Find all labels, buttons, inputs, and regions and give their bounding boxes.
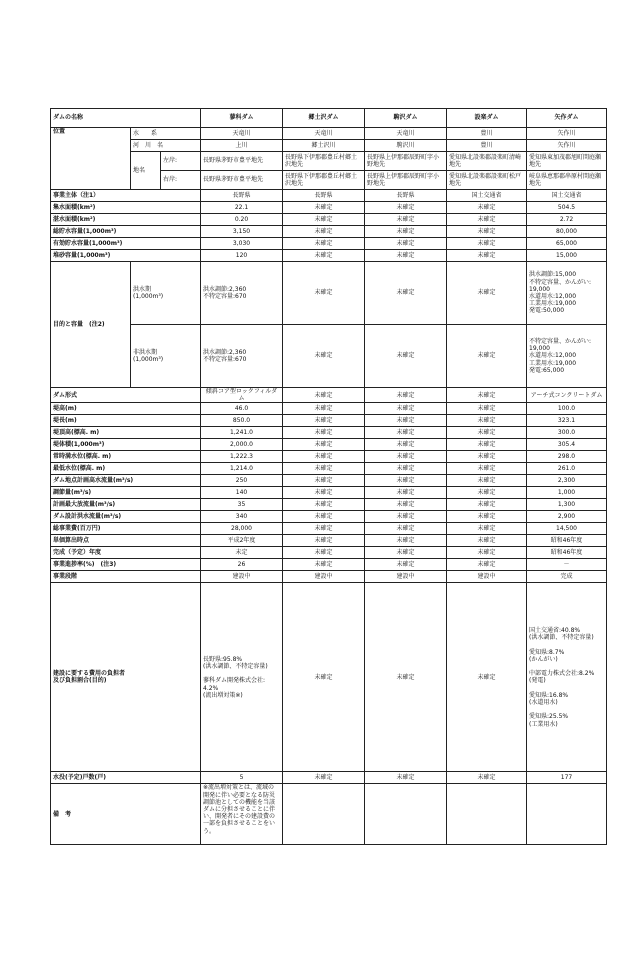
- value-cell: 未確定: [283, 547, 365, 559]
- purpose-label: 目的と容量 (注2): [51, 262, 131, 388]
- table-row: [51, 128, 607, 140]
- table-row: [51, 238, 607, 250]
- table-row: [51, 499, 607, 511]
- value-cell: 177: [527, 772, 607, 784]
- value-cell: 未確定: [365, 262, 447, 325]
- row-label: 総事業費(百万円): [51, 523, 201, 535]
- flood-period-label: 洪水期 (1,000m³): [131, 262, 201, 325]
- value-cell: 未確定: [365, 427, 447, 439]
- value-cell: 駒沢川: [365, 140, 447, 152]
- table-row: [51, 772, 607, 784]
- row-label: 最低水位(標高. m): [51, 463, 201, 475]
- value-cell: 26: [201, 559, 283, 571]
- value-cell: 愛知県東加茂郡旭町閏庭瀬地先: [527, 152, 607, 171]
- dam-name-header: 設楽ダム: [447, 109, 527, 128]
- table-row: [51, 439, 607, 451]
- row-label: 事業主体（注1）: [51, 190, 201, 202]
- value-cell: 未確定: [283, 475, 365, 487]
- row-label: 計画最大放流量(m³/s): [51, 499, 201, 511]
- value-cell: 1,000: [527, 487, 607, 499]
- remarks-cell: [365, 784, 447, 845]
- table-row: [51, 190, 607, 202]
- row-label: 堤長(m): [51, 415, 201, 427]
- value-cell: 3,030: [201, 238, 283, 250]
- table-row: [51, 547, 607, 559]
- row-label: 単価算出時点: [51, 535, 201, 547]
- value-cell: 完成: [527, 571, 607, 583]
- value-cell: 未確定: [283, 772, 365, 784]
- value-cell: 1,300: [527, 499, 607, 511]
- row-label: 調節量(m³/s): [51, 487, 201, 499]
- row-label: 事業段階: [51, 571, 201, 583]
- left-bank-label: 左岸:: [161, 152, 201, 171]
- value-cell: 建設中: [201, 571, 283, 583]
- value-cell: 未確定: [283, 523, 365, 535]
- table-row: [51, 583, 607, 772]
- river-label: 河 川 名: [131, 140, 201, 152]
- table-row: [51, 571, 607, 583]
- row-label: 総貯水容量(1,000m³): [51, 226, 201, 238]
- value-cell: 未確定: [447, 523, 527, 535]
- value-cell: 未確定: [447, 262, 527, 325]
- value-cell: 長野県下伊那郡豊丘村郷土沢地先: [283, 171, 365, 190]
- value-cell: 未確定: [447, 535, 527, 547]
- remarks-cell: ※流出増対策とは、流域の開発に伴い必要となる防災調節池としての機能を当該ダムに分担させることに伴い、開発者にその建設費の一部を負担させることをいう。: [201, 784, 283, 845]
- value-cell: 未確定: [283, 388, 365, 403]
- row-label: 堤頂高(標高. m): [51, 427, 201, 439]
- value-cell: 平成2年度: [201, 535, 283, 547]
- value-cell: 愛知県北設楽郡設楽町清崎地先: [447, 152, 527, 171]
- value-cell: 洪水調節:2,360 不特定容量:670: [201, 262, 283, 325]
- value-cell: 未確定: [447, 559, 527, 571]
- value-cell: 未確定: [283, 583, 365, 772]
- value-cell: 長野県茅野市豊平地先: [201, 152, 283, 171]
- value-cell: 未確定: [283, 511, 365, 523]
- value-cell: 80,000: [527, 226, 607, 238]
- value-cell: 建設中: [365, 571, 447, 583]
- water-system-label: 水 系: [131, 128, 201, 140]
- value-cell: 国土交通省:40.8% (洪水調節、不特定容量) 愛知県:8.7% (かんがい) 中部電力株式会社:8.2% (発電) 愛知県:16.8% (水道用水) 愛知県:25.5% (工業用水): [527, 583, 607, 772]
- value-cell: 5: [201, 772, 283, 784]
- dam-name-header: 蓼科ダム: [201, 109, 283, 128]
- value-cell: 未確定: [447, 226, 527, 238]
- table-row: [51, 250, 607, 262]
- value-cell: 昭和46年度: [527, 535, 607, 547]
- value-cell: 愛知県北設楽郡設楽町松戸地先: [447, 171, 527, 190]
- value-cell: 未確定: [365, 499, 447, 511]
- value-cell: 未確定: [283, 325, 365, 388]
- value-cell: 1,241.0: [201, 427, 283, 439]
- value-cell: 天竜川: [283, 128, 365, 140]
- table-row: [51, 535, 607, 547]
- row-label: ダム設計洪水流量(m³/s): [51, 511, 201, 523]
- value-cell: 2,900: [527, 511, 607, 523]
- value-cell: 0.20: [201, 214, 283, 226]
- value-cell: 323.1: [527, 415, 607, 427]
- value-cell: 未確定: [365, 388, 447, 403]
- dam-name-header: 駒沢ダム: [365, 109, 447, 128]
- remarks-cell: [283, 784, 365, 845]
- value-cell: 未確定: [365, 451, 447, 463]
- table-row: [51, 415, 607, 427]
- value-cell: 未確定: [447, 439, 527, 451]
- value-cell: 46.0: [201, 403, 283, 415]
- table-row: [51, 262, 607, 325]
- row-label: 湛水面積(km²): [51, 214, 201, 226]
- value-cell: 未確定: [447, 403, 527, 415]
- value-cell: 504.5: [527, 202, 607, 214]
- table-row: [51, 202, 607, 214]
- value-cell: 65,000: [527, 238, 607, 250]
- value-cell: 未確定: [283, 415, 365, 427]
- value-cell: 261.0: [527, 463, 607, 475]
- value-cell: アーチ式コンクリートダム: [527, 388, 607, 403]
- table-row: [51, 451, 607, 463]
- table-row: [51, 463, 607, 475]
- value-cell: 3,150: [201, 226, 283, 238]
- value-cell: 建設中: [447, 571, 527, 583]
- value-cell: 未確定: [365, 535, 447, 547]
- value-cell: 2.72: [527, 214, 607, 226]
- value-cell: 長野県: [365, 190, 447, 202]
- value-cell: 未確定: [365, 325, 447, 388]
- value-cell: 未確定: [283, 226, 365, 238]
- value-cell: 未確定: [365, 439, 447, 451]
- value-cell: 未確定: [365, 487, 447, 499]
- value-cell: 矢作川: [527, 140, 607, 152]
- value-cell: 洪水調節:2,360 不特定容量:670: [201, 325, 283, 388]
- value-cell: 未確定: [447, 238, 527, 250]
- table-row: [51, 403, 607, 415]
- value-cell: 未確定: [283, 202, 365, 214]
- value-cell: 洪水調節:15,000 不特定容量、かんがい: 19,000 水道用水:12,000 工業用水:19,000 発電:50,000: [527, 262, 607, 325]
- value-cell: 未確定: [447, 415, 527, 427]
- value-cell: 未確定: [283, 214, 365, 226]
- value-cell: 未確定: [447, 511, 527, 523]
- table-row: [51, 214, 607, 226]
- value-cell: 未確定: [447, 388, 527, 403]
- value-cell: 未確定: [365, 202, 447, 214]
- value-cell: 長野県: [283, 190, 365, 202]
- table-row: [51, 152, 607, 171]
- value-cell: －: [527, 559, 607, 571]
- value-cell: 未確定: [365, 559, 447, 571]
- value-cell: 未確定: [283, 427, 365, 439]
- row-label: 集水面積(km²): [51, 202, 201, 214]
- value-cell: 上川: [201, 140, 283, 152]
- value-cell: 100.0: [527, 403, 607, 415]
- value-cell: 未確定: [365, 415, 447, 427]
- remarks-cell: [447, 784, 527, 845]
- row-label: 有効貯水容量(1,000m³): [51, 238, 201, 250]
- value-cell: 建設中: [283, 571, 365, 583]
- value-cell: 未確定: [283, 499, 365, 511]
- table-row: [51, 140, 607, 152]
- value-cell: 未確定: [365, 523, 447, 535]
- row-label: ダム形式: [51, 388, 201, 403]
- value-cell: 未確定: [365, 475, 447, 487]
- table-row: [51, 226, 607, 238]
- row-label: 事業進捗率(%) (注3): [51, 559, 201, 571]
- value-cell: 850.0: [201, 415, 283, 427]
- nonflood-period-label: 非洪水期 (1,000m³): [131, 325, 201, 388]
- table-row: [51, 109, 607, 128]
- value-cell: 傾斜コア型ロックフィルダム: [201, 388, 283, 403]
- value-cell: 岐阜県恵那郡串原村閏庭瀬地先: [527, 171, 607, 190]
- value-cell: 未確定: [365, 463, 447, 475]
- value-cell: 2,300: [527, 475, 607, 487]
- row-label: 水没(予定)戸数(戸): [51, 772, 201, 784]
- row-label: ダム地点計画高水流量(m³/s): [51, 475, 201, 487]
- value-cell: 140: [201, 487, 283, 499]
- value-cell: 305.4: [527, 439, 607, 451]
- value-cell: 未確定: [365, 772, 447, 784]
- value-cell: 未確定: [447, 463, 527, 475]
- value-cell: 国土交通省: [447, 190, 527, 202]
- right-bank-label: 右岸:: [161, 171, 201, 190]
- value-cell: 国土交通省: [527, 190, 607, 202]
- value-cell: 未確定: [447, 214, 527, 226]
- value-cell: 14,500: [527, 523, 607, 535]
- value-cell: 郷土沢川: [283, 140, 365, 152]
- value-cell: 未確定: [365, 214, 447, 226]
- header-label: ダムの名称: [51, 109, 201, 128]
- value-cell: 未確定: [283, 559, 365, 571]
- value-cell: 未確定: [447, 547, 527, 559]
- value-cell: 未確定: [365, 511, 447, 523]
- place-label: 地名: [131, 152, 161, 190]
- value-cell: 未確定: [365, 250, 447, 262]
- value-cell: 未確定: [283, 487, 365, 499]
- value-cell: 未確定: [283, 238, 365, 250]
- value-cell: 未確定: [365, 583, 447, 772]
- value-cell: 未確定: [447, 202, 527, 214]
- value-cell: 未確定: [447, 427, 527, 439]
- dam-name-header: 矢作ダム: [527, 109, 607, 128]
- table-row: [51, 511, 607, 523]
- value-cell: 豊川: [447, 128, 527, 140]
- value-cell: 未確定: [365, 226, 447, 238]
- value-cell: 長野県茅野市豊平地先: [201, 171, 283, 190]
- table-row: [51, 523, 607, 535]
- value-cell: 120: [201, 250, 283, 262]
- table-row: [51, 325, 607, 388]
- value-cell: 豊川: [447, 140, 527, 152]
- value-cell: 未確定: [447, 583, 527, 772]
- table-row: [51, 487, 607, 499]
- value-cell: 長野県上伊那郡辰野町字小野地先: [365, 152, 447, 171]
- value-cell: 未確定: [283, 451, 365, 463]
- value-cell: 未確定: [283, 463, 365, 475]
- value-cell: 未確定: [365, 547, 447, 559]
- value-cell: 長野県:95.8% (洪水調節、不特定容量) 蓼科ダム開発株式会社: 4.2% (流出増対策※): [201, 583, 283, 772]
- location-label: 位置: [51, 128, 131, 190]
- value-cell: 未定: [201, 547, 283, 559]
- value-cell: 1,214.0: [201, 463, 283, 475]
- cost-share-label: 建設に要する費用の負担者 及び負担割合(目的): [51, 583, 201, 772]
- value-cell: 340: [201, 511, 283, 523]
- row-label: 堤高(m): [51, 403, 201, 415]
- value-cell: 昭和46年度: [527, 547, 607, 559]
- value-cell: 未確定: [447, 325, 527, 388]
- value-cell: 天竜川: [201, 128, 283, 140]
- value-cell: 長野県下伊那郡豊丘村郷土沢地先: [283, 152, 365, 171]
- value-cell: 28,000: [201, 523, 283, 535]
- value-cell: 未確定: [283, 262, 365, 325]
- value-cell: 未確定: [283, 535, 365, 547]
- row-label: 堤体積(1,000m³): [51, 439, 201, 451]
- dam-comparison-table: [50, 108, 607, 845]
- value-cell: 未確定: [283, 439, 365, 451]
- value-cell: 不特定容量、かんがい: 19,000 水道用水:12,000 工業用水:19,000 発電:65,000: [527, 325, 607, 388]
- value-cell: 22.1: [201, 202, 283, 214]
- value-cell: 未確定: [447, 772, 527, 784]
- value-cell: 長野県: [201, 190, 283, 202]
- value-cell: 未確定: [283, 250, 365, 262]
- value-cell: 未確定: [283, 403, 365, 415]
- value-cell: 長野県上伊那郡辰野町字小野地先: [365, 171, 447, 190]
- table-row: [51, 475, 607, 487]
- table-row: [51, 427, 607, 439]
- value-cell: 未確定: [447, 499, 527, 511]
- remarks-cell: [527, 784, 607, 845]
- value-cell: 未確定: [447, 487, 527, 499]
- value-cell: 298.0: [527, 451, 607, 463]
- value-cell: 2,000.0: [201, 439, 283, 451]
- value-cell: 250: [201, 475, 283, 487]
- remarks-label: 備 考: [51, 784, 201, 845]
- table-row: [51, 559, 607, 571]
- value-cell: 未確定: [447, 250, 527, 262]
- value-cell: 未確定: [365, 403, 447, 415]
- value-cell: 矢作川: [527, 128, 607, 140]
- table-row: [51, 784, 607, 845]
- row-label: 完成（予定）年度: [51, 547, 201, 559]
- value-cell: 未確定: [447, 451, 527, 463]
- value-cell: 1,222.3: [201, 451, 283, 463]
- value-cell: 未確定: [447, 475, 527, 487]
- value-cell: 天竜川: [365, 128, 447, 140]
- value-cell: 15,000: [527, 250, 607, 262]
- row-label: 堆砂容量(1,000m³): [51, 250, 201, 262]
- table-row: [51, 388, 607, 403]
- value-cell: 300.0: [527, 427, 607, 439]
- dam-name-header: 郷土沢ダム: [283, 109, 365, 128]
- value-cell: 未確定: [365, 238, 447, 250]
- value-cell: 35: [201, 499, 283, 511]
- row-label: 常時満水位(標高. m): [51, 451, 201, 463]
